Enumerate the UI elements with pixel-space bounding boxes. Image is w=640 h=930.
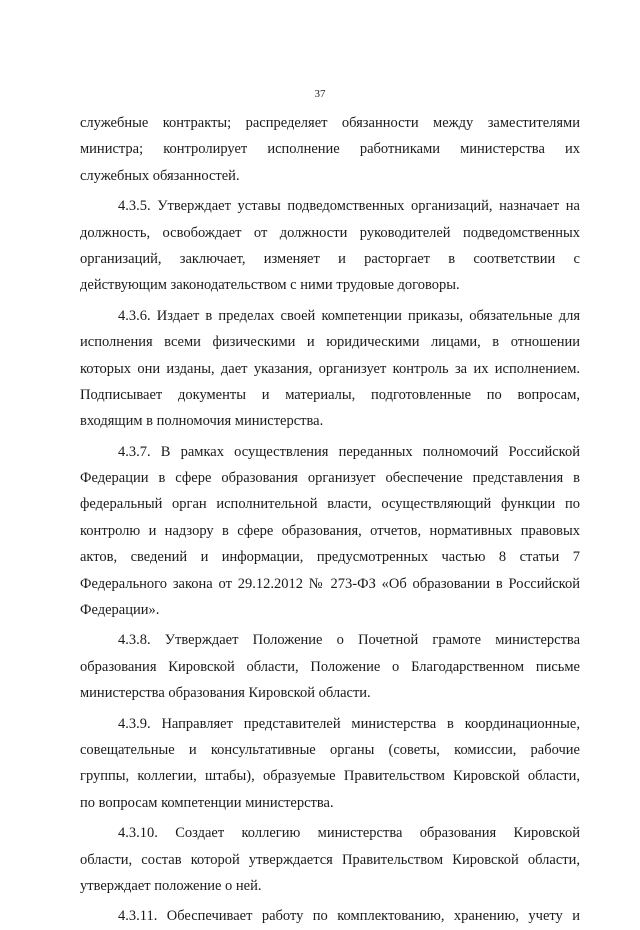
paragraph-4-3-6 [80,303,580,435]
page-number: 37 [314,88,326,100]
text-line: служебные контракты; распределяет обязанности между заместителями [80,115,580,131]
text-line: утверждает положение о ней. [80,877,262,894]
text-line: Подписывает документы и материалы, подготовленные по вопросам, [80,386,580,403]
text-line: по вопросам компетенции министерства. [80,794,334,811]
text-line: организаций, заключает, изменяет и расторгает в соответствии с [80,250,580,267]
text-line: актов, сведений и информации, предусмотренных частью 8 статьи 7 [80,549,580,566]
paragraph-continuation [80,110,580,189]
text-line: служебных обязанностей. [80,167,240,184]
paragraph-4-3-11 [80,903,580,929]
paragraph-4-3-9 [80,711,580,817]
text-line: министерства образования Кировской области. [80,685,371,702]
text-line: 4.3.7. В рамках осуществления переданных полномочий Российской [118,443,580,460]
paragraph-4-3-8 [80,627,580,706]
text-line: входящим в полномочия министерства. [80,413,324,430]
text-line: области, состав которой утверждается Правительством Кировской области, [80,851,580,868]
paragraph-4-3-7 [80,439,580,624]
text-line: контролю и надзору в сфере образования, отчетов, нормативных правовых [80,522,580,539]
text-line: 4.3.11. Обеспечивает работу по комплектованию, хранению, учету и [118,908,580,925]
text-line: должность, освобождает от должности руководителей подведомственных [80,224,580,241]
text-line: Федерации». [80,602,160,619]
text-line: группы, коллегии, штабы), образуемые Правительством Кировской области, [80,768,580,785]
text-line: совещательные и консультативные органы (советы, комиссии, рабочие [80,741,580,758]
text-line: федеральный орган исполнительной власти, осуществляющий функции по [80,496,580,513]
paragraph-4-3-5 [80,193,580,299]
text-line: Федерации в сфере образования организует обеспечение представления в [80,470,580,487]
paragraph-4-3-10 [80,820,580,899]
text-line: исполнения всеми физическими и юридическими лицами, в отношении [80,334,580,351]
document-body [80,110,580,930]
text-line: которых они изданы, дает указания, организует контроль за их исполнением. [80,360,580,377]
text-line: 4.3.9. Направляет представителей министерства в координационные, [118,715,580,732]
text-line: действующим законодательством с ними трудовые договоры. [80,277,460,294]
text-line: образования Кировской области, Положение о Благодарственном письме [80,658,580,675]
text-line: 4.3.5. Утверждает уставы подведомственных организаций, назначает на [118,198,580,215]
text-line: 4.3.8. Утверждает Положение о Почетной грамоте министерства [118,632,580,649]
text-line: 4.3.6. Издает в пределах своей компетенции приказы, обязательные для [118,307,580,324]
text-line: Федерального закона от 29.12.2012 № 273-ФЗ «Об образовании в Российской [80,575,580,592]
text-line: министра; контролирует исполнение работниками министерства их [80,141,580,158]
text-line: 4.3.10. Создает коллегию министерства образования Кировской [118,825,580,842]
